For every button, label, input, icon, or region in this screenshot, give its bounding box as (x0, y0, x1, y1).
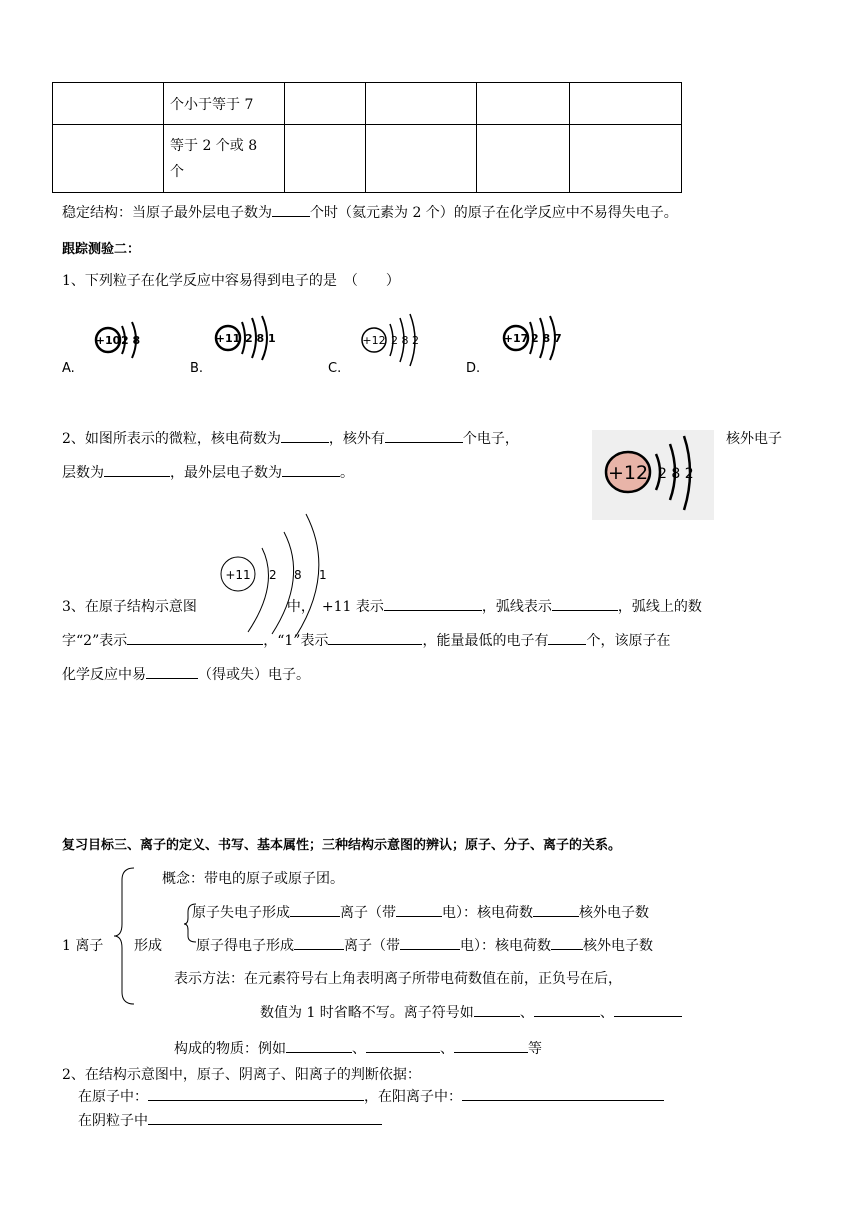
blank[interactable] (282, 462, 340, 477)
option-label: D. (466, 361, 481, 376)
q3-text: ，弧线上的数 (617, 599, 702, 615)
q3-figure (218, 512, 338, 642)
q3-text: （得或失）电子。 (198, 667, 310, 683)
ion-text: 数值为 1 时省略不写。离子符号如 (260, 1005, 474, 1021)
ion-text: 核外电子数 (583, 938, 653, 954)
q2-text: ，核外有 (328, 431, 385, 447)
blank[interactable] (294, 935, 344, 950)
struct-text: ，在阳离子中： (364, 1089, 462, 1105)
ion-text: 构成的物质：例如 (174, 1041, 286, 1057)
blank[interactable] (272, 202, 310, 217)
q3-text: ，弧线表示 (481, 599, 552, 615)
atom-diagram-icon (592, 430, 714, 520)
blank[interactable] (396, 902, 442, 917)
exp2-heading: 跟踪测验二： (62, 242, 141, 257)
atom-diagram-icon (328, 310, 438, 380)
ion-text: 、 (519, 1005, 534, 1021)
q3-text: 3、在原子结构示意图 (62, 599, 197, 615)
shell-label: 2 8 2 (391, 334, 419, 347)
ion-text: 电）：核电荷数 (460, 938, 551, 954)
stable-post: 个时（氦元素为 2 个）的原子在化学反应中不易得失电子。 (310, 205, 678, 221)
q2-text-right: 核外电子 (726, 431, 782, 447)
table-cell: 个小于等于 7 (164, 83, 285, 125)
ion-text: 离子（带 (340, 905, 396, 921)
blank[interactable] (548, 630, 586, 645)
struct-line1 (78, 1086, 664, 1106)
ion-text: 离子（带 (344, 938, 400, 954)
q1-option-d[interactable] (466, 310, 576, 384)
blank[interactable] (400, 935, 460, 950)
struct-text: 在原子中： (78, 1089, 148, 1105)
q1-option-a[interactable] (62, 310, 172, 384)
q2-line2 (62, 462, 354, 482)
blank[interactable] (127, 630, 263, 645)
table-cell (164, 125, 285, 193)
nucleus-label: +17 (503, 332, 529, 345)
ion-text: 核外电子数 (579, 905, 649, 921)
blank[interactable] (462, 1086, 664, 1101)
q2-line1 (62, 428, 519, 448)
ion-matter (174, 1038, 542, 1058)
atom-diagram-icon (190, 310, 300, 380)
nucleus-label: +11 (225, 568, 251, 582)
blank[interactable] (366, 1038, 440, 1053)
blank[interactable] (328, 630, 422, 645)
q2-figure (592, 430, 714, 524)
ion-formation: 形成 (134, 938, 162, 954)
blank[interactable] (474, 1002, 520, 1017)
q3-text: 字“2”表示 (62, 633, 128, 649)
q1-option-c[interactable] (328, 310, 438, 384)
blank[interactable] (384, 596, 482, 611)
blank[interactable] (290, 902, 340, 917)
option-label: A. (62, 361, 75, 376)
ion-text: 、 (440, 1041, 454, 1057)
table-cell (366, 83, 477, 125)
ion-text: 、 (352, 1041, 366, 1057)
stable-pre: 稳定结构：当原子最外层电子数为 (62, 205, 272, 221)
nucleus-label: +11 (215, 332, 241, 345)
ion-text: 、 (599, 1005, 614, 1021)
blank[interactable] (533, 902, 579, 917)
q2-text: 层数为 (62, 465, 104, 481)
q3-line1 (62, 596, 702, 616)
table-cell (570, 125, 682, 193)
shell-label: 2 8 2 (658, 466, 694, 482)
table-cell (477, 125, 570, 193)
ion-text: 原子失电子形成 (192, 905, 290, 921)
summary-table (52, 82, 682, 193)
blank[interactable] (286, 1038, 352, 1053)
table-cell (285, 125, 366, 193)
shell-label: 1 (319, 568, 327, 582)
ion-label: 1 离子 (62, 938, 104, 954)
nucleus-label: +12 (607, 462, 649, 484)
blank[interactable] (552, 596, 618, 611)
q3-text: 中， +11 表示 (286, 599, 384, 615)
table-cell (570, 83, 682, 125)
shell-label: 2 8 1 (245, 332, 276, 345)
q3-text: 化学反应中易 (62, 667, 146, 683)
q1-option-b[interactable] (190, 310, 300, 384)
ion-concept: 概念：带电的原子或原子团。 (162, 871, 344, 887)
cell-line: 个 (170, 163, 184, 180)
q3-line3 (62, 664, 310, 684)
q2-text: 个电子， (462, 431, 519, 447)
q1-text: 1、下列粒子在化学反应中容易得到电子的是 （ ） (62, 273, 400, 289)
shell-label: 2 8 (121, 334, 141, 347)
blank[interactable] (146, 664, 198, 679)
nucleus-label: +12 (362, 334, 386, 347)
ion-text: 等 (528, 1041, 542, 1057)
blank[interactable] (148, 1086, 364, 1101)
shell-label: 8 (294, 568, 302, 582)
blank[interactable] (385, 428, 463, 443)
table-cell (477, 83, 570, 125)
goal3-heading: 复习目标三、离子的定义、书写、基本属性；三种结构示意图的辨认；原子、分子、离子的关系。 (62, 838, 622, 853)
q3-text: 个，该原子在 (586, 633, 671, 649)
table-cell (53, 125, 164, 193)
q2-text: 2、如图所表示的微粒，核电荷数为 (62, 431, 281, 447)
atom-diagram-icon (62, 310, 172, 380)
table-cell (366, 125, 477, 193)
ion-repr1: 表示方法：在元素符号右上角表明离子所带电荷数值在前，正负号在后， (174, 971, 622, 987)
blank[interactable] (104, 462, 170, 477)
blank[interactable] (614, 1002, 682, 1017)
struct-title: 2、在结构示意图中，原子、阴离子、阳离子的判断依据： (62, 1067, 421, 1083)
option-label: C. (328, 361, 342, 376)
ion-text: 电）：核电荷数 (442, 905, 533, 921)
struct-text: 在阴粒子中 (78, 1113, 148, 1129)
blank[interactable] (454, 1038, 528, 1053)
blank[interactable] (281, 428, 329, 443)
atom-diagram-icon (218, 512, 338, 638)
ion-repr2 (260, 1002, 682, 1022)
atom-diagram-icon (466, 310, 576, 380)
nucleus-label: +10 (95, 334, 121, 347)
table-cell (53, 83, 164, 125)
shell-label: 2 8 7 (531, 332, 562, 345)
table-row (53, 125, 682, 193)
q3-line2 (62, 630, 670, 650)
q3-text: ，“1”表示 (263, 633, 329, 649)
table-row (53, 83, 682, 125)
ion-gain-line (196, 935, 653, 955)
cell-line: 等于 2 个或 8 (170, 137, 258, 154)
blank[interactable] (534, 1002, 600, 1017)
stable-structure-text (62, 202, 678, 222)
q2-text: 。 (340, 465, 354, 481)
ion-lose-line (192, 902, 649, 922)
table-cell (285, 83, 366, 125)
option-label: B. (190, 361, 204, 376)
ion-text: 原子得电子形成 (196, 938, 294, 954)
q2-text: ，最外层电子数为 (170, 465, 282, 481)
q3-text: ，能量最低的电子有 (422, 633, 549, 649)
blank[interactable] (551, 935, 583, 950)
shell-label: 2 (269, 568, 277, 582)
struct-line2 (78, 1110, 382, 1130)
blank[interactable] (148, 1110, 382, 1125)
